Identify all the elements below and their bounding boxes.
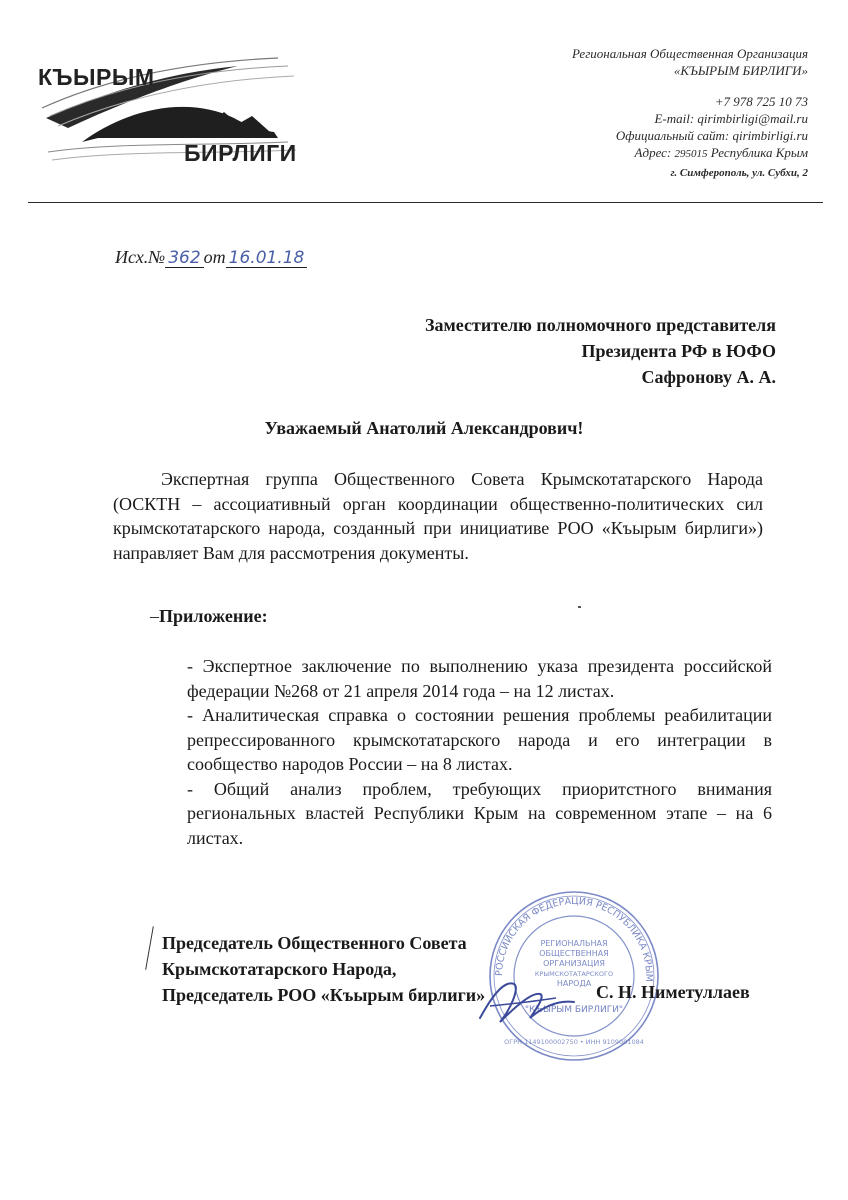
seal-center-line: РЕГИОНАЛЬНАЯ	[540, 939, 608, 948]
appendix-list	[187, 654, 772, 850]
seal-center-line: КРЫМСКОТАТАРСКОГО	[534, 970, 614, 978]
outgoing-reference	[115, 247, 307, 268]
seal-center-line: ОБЩЕСТВЕННАЯ	[539, 949, 609, 958]
seal-center-line: НАРОДА	[556, 979, 592, 988]
salutation: Уважаемый Анатолий Александрович!	[264, 418, 584, 438]
appendix-heading: –Приложение:	[150, 606, 268, 626]
scan-speck	[578, 606, 581, 608]
org-address	[408, 144, 808, 163]
addressee-line1: Заместителю полномочного представителя	[425, 315, 776, 335]
reference-prefix: Исх.№	[115, 247, 166, 267]
body-paragraph: Экспертная группа Общественного Совета Крымскотатарского Народа (ОСКТН – ассоциативный орган координации общественно-политических сил крымскотатарского народа, созданный при инициативе РОО «Къырым бирлиги») направляет Вам для рассмотрения документы.	[113, 469, 763, 563]
reference-number: 362	[165, 249, 203, 268]
appendix-item: - Аналитическая справка о состоянии решения проблемы реабилитации репрессированного крымскотатарского народа и его интеграции в сообщество народов России – на 8 листах.	[187, 705, 772, 774]
reference-date: 16.01.18	[226, 249, 308, 268]
logo-top-word: КЪЫРЫМ	[38, 64, 155, 90]
address-city: г. Симферополь, ул. Субхи, 2	[670, 167, 808, 179]
letterhead-contacts	[408, 45, 808, 182]
org-website: Официальный сайт: qirimbirligi.ru	[615, 128, 808, 143]
appendix-item: - Общий анализ проблем, требующих приоритстного внимания региональных властей Республики Крым на современном этапе – на 6 листах.	[187, 778, 772, 848]
seal-registration-text: ОГРН 1149100002750 • ИНН 9109001084	[504, 1038, 644, 1046]
letterhead-divider	[28, 202, 823, 203]
org-phone: +7 978 725 10 73	[714, 94, 808, 109]
margin-mark	[145, 926, 154, 970]
seal-ring-text: РОССИЙСКАЯ ФЕДЕРАЦИЯ РЕСПУБЛИКА КРЫМ	[493, 895, 655, 983]
address-postal-code: 295015	[674, 148, 708, 160]
addressee-line2: Президента РФ в ЮФО	[581, 341, 776, 361]
seal-org-name: "КЪЫРЫМ БИРЛИГИ"	[524, 1005, 624, 1015]
signatory-line2: Крымскотатарского Народа,	[162, 959, 397, 979]
logo-bottom-word: БИРЛИГИ	[184, 140, 297, 166]
signatory-name: С. Н. Ниметуллаев	[596, 982, 750, 1002]
address-region: Республика Крым	[710, 145, 808, 160]
signatory-line1: Председатель Общественного Совета	[162, 933, 467, 953]
seal-center-line: ОРГАНИЗАЦИЯ	[543, 959, 605, 968]
signatory-block	[162, 930, 485, 1008]
addressee-block	[425, 312, 776, 390]
address-prefix: Адрес:	[634, 145, 672, 160]
appendix-label: Приложение:	[159, 606, 268, 626]
addressee-line3: Сафронову А. А.	[641, 367, 776, 387]
reference-date-label: от	[203, 247, 226, 267]
signatory-line3: Председатель РОО «Къырым бирлиги»	[162, 985, 486, 1005]
org-email: E-mail: qirimbirligi@mail.ru	[654, 111, 808, 126]
org-name-line2: «КЪЫРЫМ БИРЛИГИ»	[673, 63, 808, 78]
org-logo	[38, 56, 318, 176]
handwritten-signature	[470, 966, 590, 1036]
appendix-item: - Экспертное заключение по выполнению указа президента российской федерации №268 от 21 апреля 2014 года – на 12 листах.	[187, 656, 772, 701]
org-name-line1: Региональная Общественная Организация	[571, 46, 808, 61]
